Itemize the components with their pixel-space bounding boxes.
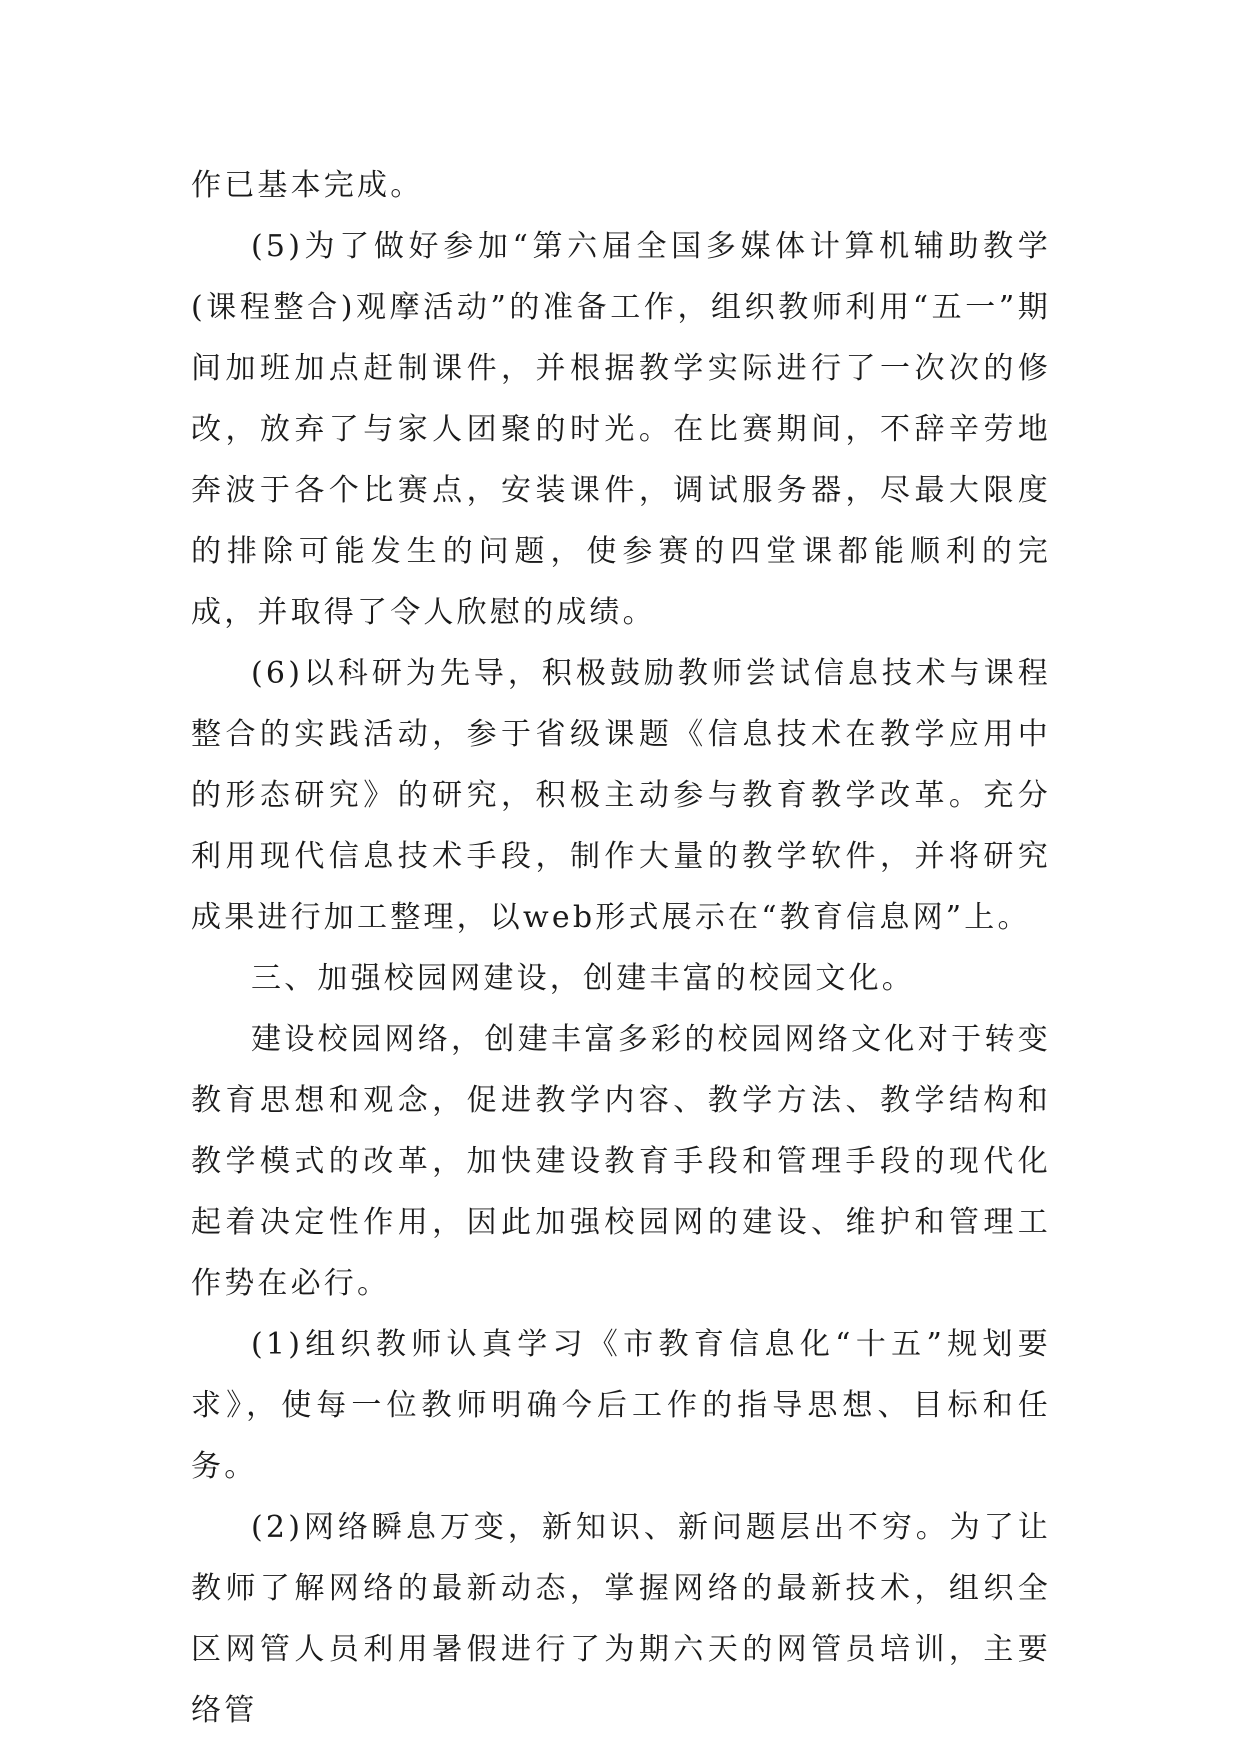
paragraph-continuation: 作已基本完成。	[191, 168, 424, 203]
section-heading-3: 三、加强校园网建设，创建丰富的校园文化。	[251, 961, 915, 996]
document-body	[191, 155, 1051, 1741]
paragraph-item-5: (5)为了做好参加“第六届全国多媒体计算机辅助教学(课程整合)观摩活动”的准备工作，组织教师利用“五一”期间加班加点赶制课件，并根据教学实际进行了一次次的修改，放弃了与家人团聚的时光。在比赛期间，不辞辛劳地奔波于各个比赛点，安装课件，调试服务器，尽最大限度的排除可能发生的问题，使参赛的四堂课都能顺利的完成，并取得了令人欣慰的成绩。	[191, 229, 1051, 630]
paragraph-item-6: (6)以科研为先导，积极鼓励教师尝试信息技术与课程整合的实践活动，参于省级课题《信息技术在教学应用中的形态研究》的研究，积极主动参与教育教学改革。充分利用现代信息技术手段，制作大量的教学软件，并将研究成果进行加工整理，以web形式展示在“教育信息网”上。	[191, 656, 1051, 935]
paragraph-campus-network: 建设校园网络，创建丰富多彩的校园网络文化对于转变教育思想和观念，促进教学内容、教学方法、教学结构和教学模式的改革，加快建设教育手段和管理手段的现代化起着决定性作用，因此加强校园网的建设、维护和管理工作势在必行。	[191, 1022, 1051, 1301]
paragraph-item-2: (2)网络瞬息万变，新知识、新问题层出不穷。为了让教师了解网络的最新动态，掌握网络的最新技术，组织全区网管人员利用暑假进行了为期六天的网管员培训，主要络管	[191, 1510, 1051, 1728]
paragraph-item-1: (1)组织教师认真学习《市教育信息化“十五”规划要求》，使每一位教师明确今后工作的指导思想、目标和任务。	[191, 1327, 1051, 1484]
